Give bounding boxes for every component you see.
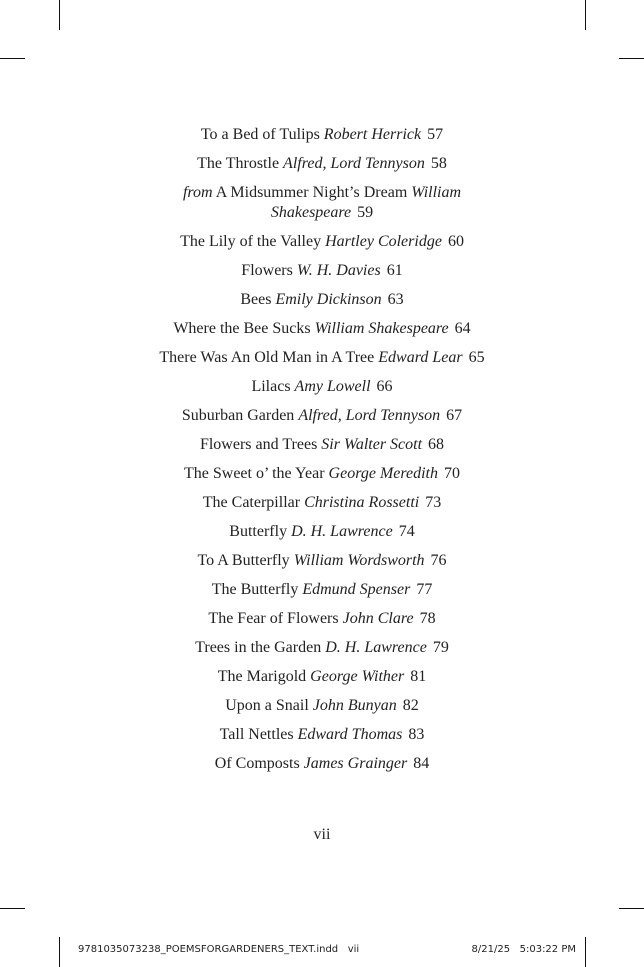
crop-mark-left-upper xyxy=(0,58,25,59)
toc-entry-title: Trees in the Garden xyxy=(195,639,322,656)
toc-entry-page: 82 xyxy=(402,697,419,714)
toc-entry xyxy=(142,154,502,174)
toc-entry-author: John Bunyan xyxy=(312,697,397,714)
toc-entry-author: W. H. Davies xyxy=(296,262,381,279)
toc-entry-author: George Wither xyxy=(310,668,405,685)
toc-entry-title: The Butterfly xyxy=(211,581,299,598)
toc-entry-title: Where the Bee Sucks xyxy=(173,320,311,337)
toc-entry-page: 84 xyxy=(413,755,430,772)
toc-entry-page: 73 xyxy=(425,494,442,511)
toc-entry-author: Amy Lowell xyxy=(294,378,371,395)
toc-entry xyxy=(142,754,502,774)
crop-mark-right-lower xyxy=(619,908,644,909)
slug-file-name: 9781035073238_POEMSFORGARDENERS_TEXT.indd xyxy=(78,944,339,955)
toc-entry-title: Flowers and Trees xyxy=(199,436,318,453)
slug-timestamp xyxy=(472,944,577,955)
toc-entry-author: William Wordsworth xyxy=(293,552,425,569)
toc-entry xyxy=(142,522,502,542)
toc-entry-author: Emily Dickinson xyxy=(275,291,382,308)
toc-entry-page: 67 xyxy=(446,407,463,424)
crop-mark-bottom-left xyxy=(59,937,60,967)
toc-entry xyxy=(142,725,502,745)
slug-filename xyxy=(78,944,359,955)
toc-entry-title: To a Bed of Tulips xyxy=(200,126,320,143)
toc-entry-page: 64 xyxy=(454,320,471,337)
toc-entry-page: 68 xyxy=(428,436,445,453)
toc-entry-page: 81 xyxy=(410,668,427,685)
toc-entry-page: 83 xyxy=(408,726,425,743)
toc-entry-page: 63 xyxy=(387,291,404,308)
toc-entry-title: Butterfly xyxy=(229,523,288,540)
toc-entry xyxy=(142,667,502,687)
toc-entry xyxy=(142,464,502,484)
toc-entry-author: Robert Herrick xyxy=(323,126,422,143)
toc-entry-page: 59 xyxy=(357,204,374,221)
crop-mark-top-right xyxy=(585,0,586,30)
toc-entry-title: Flowers xyxy=(241,262,293,279)
table-of-contents xyxy=(0,125,644,783)
toc-entry-page: 57 xyxy=(427,126,444,143)
toc-entry xyxy=(142,493,502,513)
toc-entry-author: Sir Walter Scott xyxy=(321,436,423,453)
slug-page: vii xyxy=(347,944,360,955)
toc-entry-title: Suburban Garden xyxy=(181,407,295,424)
page-number-folio: vii xyxy=(313,826,331,843)
toc-entry-author: William Shakespeare xyxy=(270,184,462,221)
toc-entry-author: D. H. Lawrence xyxy=(325,639,427,656)
toc-entry-page: 66 xyxy=(376,378,393,395)
toc-entry-page: 77 xyxy=(416,581,433,598)
toc-entry xyxy=(142,435,502,455)
toc-entry-page: 61 xyxy=(386,262,403,279)
toc-entry-title: Upon a Snail xyxy=(225,697,309,714)
toc-entry-page: 76 xyxy=(430,552,447,569)
print-slug xyxy=(78,941,576,961)
toc-entry-title: A Midsummer Night’s Dream xyxy=(215,184,408,201)
toc-entry xyxy=(142,406,502,426)
toc-entry-title: Of Composts xyxy=(214,755,300,772)
toc-entry-title: There Was An Old Man in A Tree xyxy=(159,349,375,366)
toc-entry-page: 60 xyxy=(447,233,464,250)
toc-entry-title: The Caterpillar xyxy=(202,494,301,511)
toc-entry-title: Tall Nettles xyxy=(219,726,294,743)
toc-entry-page: 58 xyxy=(430,155,447,172)
toc-entry-page: 70 xyxy=(444,465,460,482)
toc-entry-prefix: from xyxy=(182,184,213,201)
toc-entry-author: Christina Rossetti xyxy=(304,494,420,511)
toc-entry-page: 79 xyxy=(432,639,449,656)
toc-entry-title: The Fear of Flowers xyxy=(208,610,339,627)
toc-entry-author: D. H. Lawrence xyxy=(291,523,393,540)
toc-entry xyxy=(142,580,502,600)
toc-entry-author: Edward Lear xyxy=(378,349,463,366)
toc-entry-title: Lilacs xyxy=(251,378,291,395)
toc-entry xyxy=(142,319,502,339)
toc-entry-title: To A Butterfly xyxy=(197,552,290,569)
crop-mark-right-upper xyxy=(619,58,644,59)
crop-mark-bottom-right xyxy=(585,937,586,967)
toc-entry-author: Hartley Coleridge xyxy=(325,233,442,250)
toc-entry-author: Edmund Spenser xyxy=(302,581,411,598)
toc-entry xyxy=(142,638,502,658)
toc-entry xyxy=(142,551,502,571)
toc-entry xyxy=(142,232,502,252)
toc-entry-author: William Shakespeare xyxy=(314,320,449,337)
toc-entry-page: 78 xyxy=(419,610,436,627)
toc-entry xyxy=(142,125,502,145)
slug-time: 5:03:22 PM xyxy=(519,944,576,955)
toc-entry xyxy=(142,348,502,368)
toc-entry-author: Alfred, Lord Tennyson xyxy=(298,407,441,424)
toc-entry-title: Bees xyxy=(240,291,272,308)
toc-entry-title: The Lily of the Valley xyxy=(180,233,322,250)
crop-mark-left-lower xyxy=(0,908,25,909)
slug-date: 8/21/25 xyxy=(471,944,511,955)
toc-entry xyxy=(142,696,502,716)
toc-entry-page: 65 xyxy=(468,349,485,366)
toc-entry xyxy=(142,377,502,397)
toc-entry-page: 74 xyxy=(398,523,415,540)
toc-entry xyxy=(142,261,502,281)
toc-entry-title: The Sweet o’ the Year xyxy=(183,465,325,482)
crop-mark-top-left xyxy=(59,0,60,30)
toc-entry-author: Edward Thomas xyxy=(297,726,403,743)
toc-entry-author: George Meredith xyxy=(328,465,438,482)
toc-entry xyxy=(142,183,502,223)
toc-entry-author: John Clare xyxy=(342,610,414,627)
toc-entry-title: The Marigold xyxy=(217,668,307,685)
toc-entry-title: The Throstle xyxy=(197,155,280,172)
toc-entry-author: James Grainger xyxy=(303,755,408,772)
toc-entry xyxy=(142,609,502,629)
toc-entry-author: Alfred, Lord Tennyson xyxy=(283,155,425,172)
toc-entry xyxy=(142,290,502,310)
